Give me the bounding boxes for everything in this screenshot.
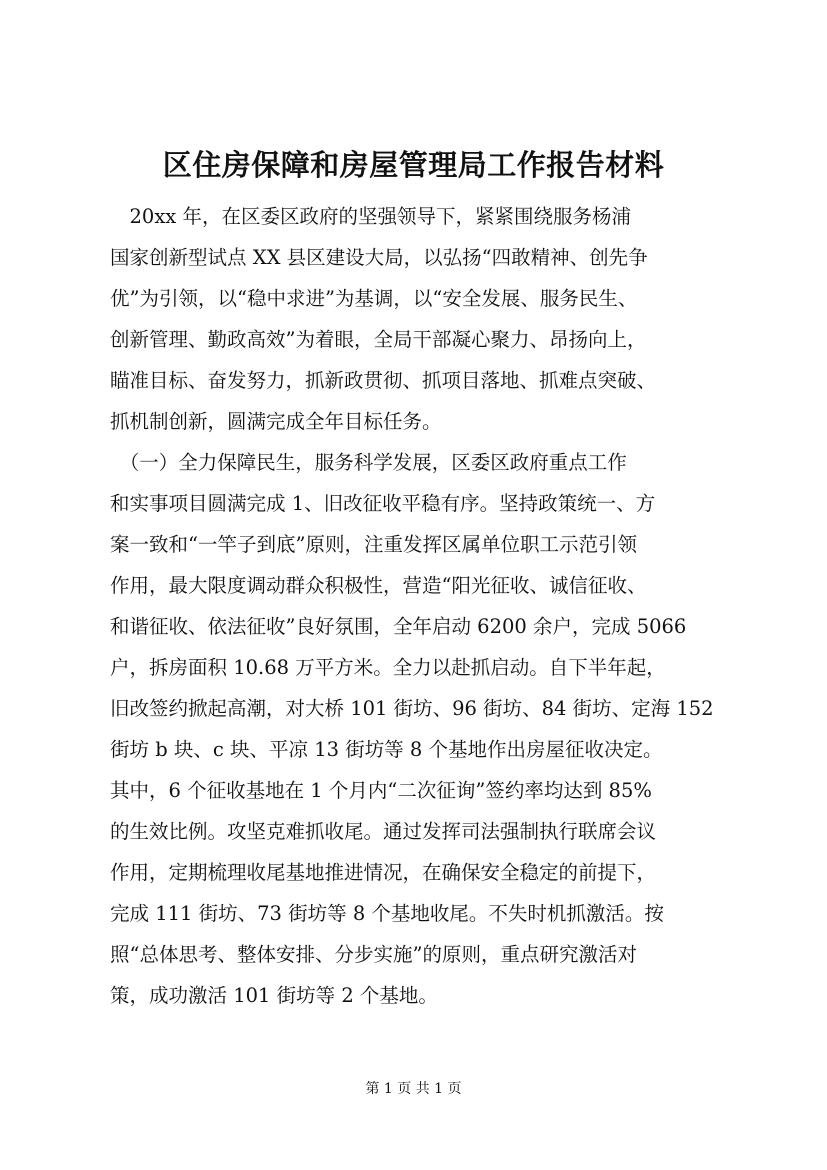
body-line: 户，拆房面积 10.68 万平方米。全力以赴抓启动。自下半年起， bbox=[110, 656, 666, 679]
body-line: 照“总体思考、整体安排、分步实施”的原则，重点研究激活对 bbox=[110, 943, 637, 966]
body-line: （一）全力保障民生，服务科学发展，区委区政府重点工作 bbox=[110, 451, 627, 474]
body-line: 作用，最大限度调动群众积极性，营造“阳光征收、诚信征收、 bbox=[110, 574, 647, 597]
body-line: 的生效比例。攻坚克难抓收尾。通过发挥司法强制执行联席会议 bbox=[110, 820, 657, 843]
document-title: 区住房保障和房屋管理局工作报告材料 bbox=[162, 148, 665, 182]
body-line: 街坊 b 块、c 块、平凉 13 街坊等 8 个基地作出房屋征收决定。 bbox=[110, 738, 663, 761]
body-line: 国家创新型试点 XX 县区建设大局，以弘扬“四敢精神、创先争 bbox=[110, 246, 648, 269]
body-line: 其中，6 个征收基地在 1 个月内“二次征询”签约率均达到 85% bbox=[110, 779, 652, 802]
page-footer: 第 1 页 共 1 页 bbox=[365, 1081, 462, 1097]
body-line: 20xx 年，在区委区政府的坚强领导下，紧紧围绕服务杨浦 bbox=[110, 205, 632, 228]
body-line: 创新管理、勤政高效”为着眼，全局干部凝心聚力、昂扬向上， bbox=[110, 328, 647, 351]
body-line: 瞄准目标、奋发努力，抓新政贯彻、抓项目落地、抓难点突破、 bbox=[110, 369, 657, 392]
body-line: 完成 111 街坊、73 街坊等 8 个基地收尾。不失时机抓激活。按 bbox=[110, 902, 664, 925]
body-line: 案一致和“一竿子到底”原则，注重发挥区属单位职工示范引领 bbox=[110, 533, 637, 556]
body-line: 策，成功激活 101 街坊等 2 个基地。 bbox=[110, 984, 438, 1007]
body-line: 优”为引领，以“稳中求进”为基调，以“安全发展、服务民生、 bbox=[110, 287, 638, 310]
body-line: 旧改签约掀起高潮，对大桥 101 街坊、96 街坊、84 街坊、定海 152 bbox=[110, 697, 714, 720]
document-body bbox=[110, 196, 750, 1016]
body-line: 抓机制创新，圆满完成全年目标任务。 bbox=[110, 410, 442, 433]
body-line: 和谐征收、依法征收”良好氛围，全年启动 6200 余户，完成 5066 bbox=[110, 615, 687, 638]
body-line: 和实事项目圆满完成 1、旧改征收平稳有序。坚持政策统一、方 bbox=[110, 492, 656, 515]
body-line: 作用，定期梳理收尾基地推进情况，在确保安全稳定的前提下， bbox=[110, 861, 657, 884]
